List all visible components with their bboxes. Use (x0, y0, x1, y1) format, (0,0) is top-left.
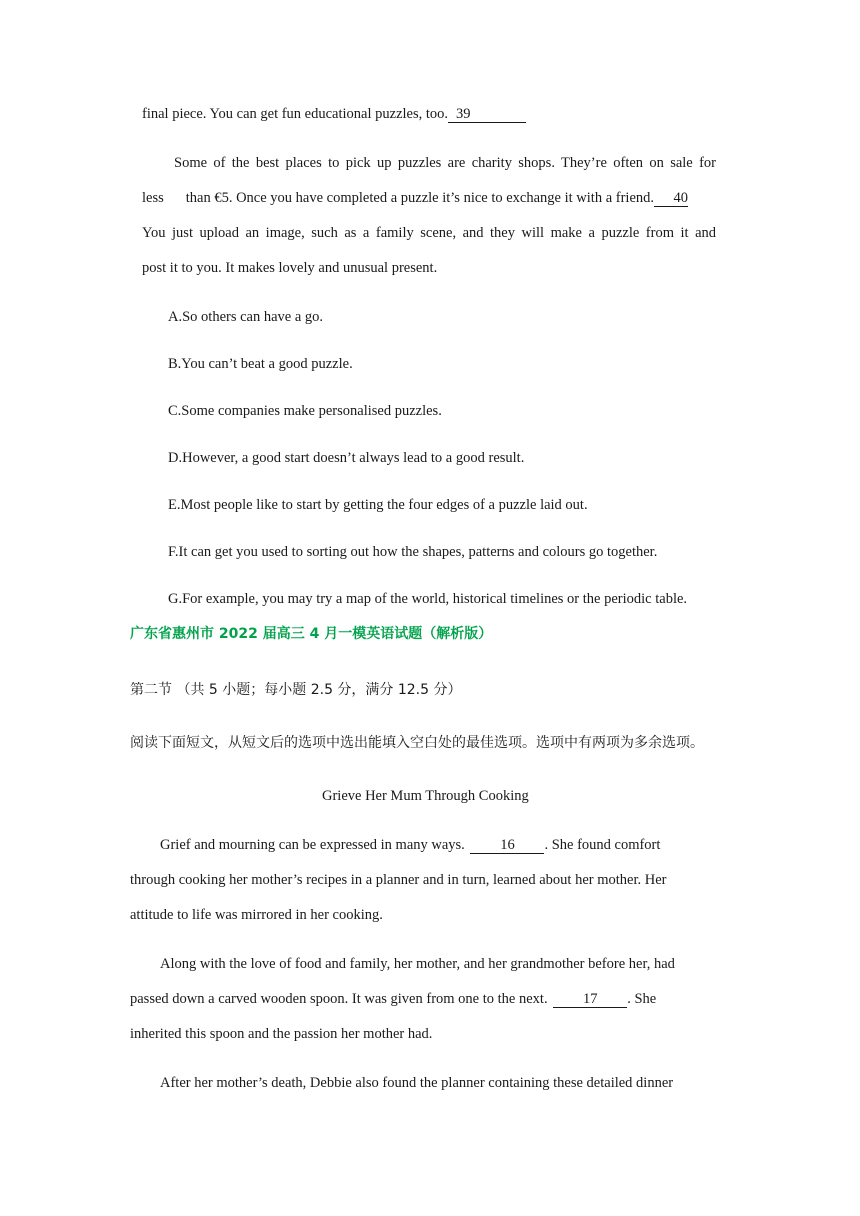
passage1-p2-line1: Some of the best places to pick up puzzles are charity shops. They’re often on sale for (174, 155, 716, 171)
passage2-p1-line1-a: Grief and mourning can be expressed in many ways. (160, 837, 465, 853)
option-a: A.So others can have a go. (168, 309, 324, 325)
blank-17: 17 (553, 991, 627, 1008)
option-c: C.Some companies make personalised puzzles. (168, 403, 442, 419)
passage1-p2-line2 (142, 189, 716, 207)
instructions: 阅读下面短文，从短文后的选项中选出能填入空白处的最佳选项。选项中有两项为多余选项。 (130, 735, 704, 751)
passage1-p2-line2-a: less (142, 190, 164, 206)
passage2-p2-line3: inherited this spoon and the passion her mother had. (130, 1026, 433, 1042)
passage1-line1 (142, 105, 526, 123)
passage2-p1-line3: attitude to life was mirrored in her cooking. (130, 907, 383, 923)
passage2-p1-line2: through cooking her mother’s recipes in a planner and in turn, learned about her mother. Her (130, 872, 667, 888)
passage2-p3-line1: After her mother’s death, Debbie also found the planner containing these detailed dinner (160, 1075, 674, 1091)
passage2-p2-line1: Along with the love of food and family, her mother, and her grandmother before her, had (160, 956, 675, 972)
blank-16: 16 (470, 837, 544, 854)
option-e: E.Most people like to start by getting the four edges of a puzzle laid out. (168, 497, 588, 513)
passage1-line1-text: final piece. You can get fun educational puzzles, too. (142, 106, 449, 122)
source-title: 广东省惠州市 2022 届高三 4 月一模英语试题（解析版） (130, 626, 493, 642)
passage2-p2-line2-b: . She (627, 991, 657, 1007)
option-d: D.However, a good start doesn’t always lead to a good result. (168, 450, 525, 466)
blank-40: 40 (654, 190, 688, 207)
option-g: G.For example, you may try a map of the world, historical timelines or the periodic table. (168, 591, 688, 607)
option-b: B.You can’t beat a good puzzle. (168, 356, 353, 372)
passage-title: Grieve Her Mum Through Cooking (322, 788, 529, 804)
passage2-p1-line1-b: . She found comfort (544, 837, 661, 853)
passage2-p2-line2-a: passed down a carved wooden spoon. It was given from one to the next. (130, 991, 548, 1007)
part-heading: 第二节 （共 5 小题；每小题 2.5 分，满分 12.5 分） (130, 682, 462, 698)
option-f: F.It can get you used to sorting out how the shapes, patterns and colours go together. (168, 544, 658, 560)
passage1-p2-line4: post it to you. It makes lovely and unusual present. (142, 260, 438, 276)
passage1-p2-line3: You just upload an image, such as a family scene, and they will make a puzzle from it and (142, 225, 716, 241)
passage2-p1-line1 (160, 836, 660, 854)
blank-39: 39 (448, 106, 526, 123)
passage1-p2-line2-b: than €5. Once you have completed a puzzle it’s nice to exchange it with a friend. (185, 190, 655, 206)
passage2-p2-line2 (130, 990, 656, 1008)
